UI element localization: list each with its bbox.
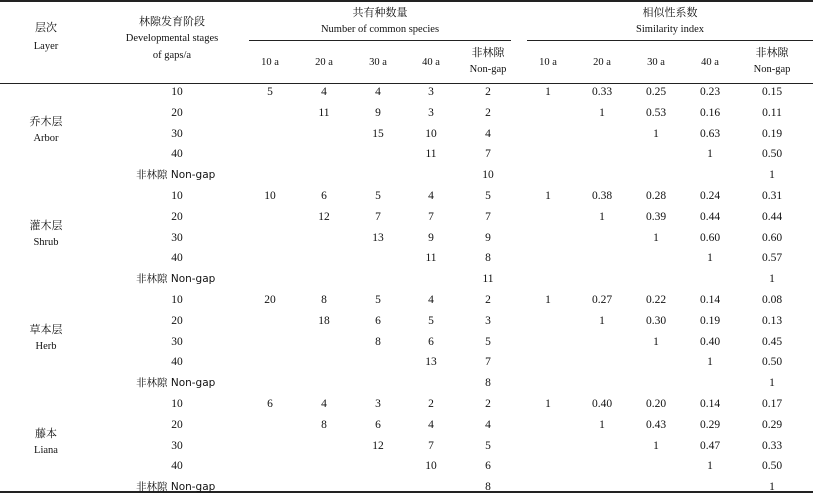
common-species-cell: 4: [428, 294, 434, 306]
similarity-cell: 0.50: [761, 356, 783, 369]
similarity-cell: 1: [769, 377, 775, 390]
similarity-cell: 0.27: [591, 294, 613, 306]
col-20a-sim: 20 a: [593, 57, 611, 68]
similarity-cell: 1: [599, 210, 605, 223]
common-species-cell: 7: [375, 210, 381, 223]
similarity-cell: 0.22: [645, 294, 667, 306]
similarity-cell: 0.20: [645, 398, 667, 410]
stage-label-nongap: 非林隙 Non-gap: [136, 481, 216, 494]
layer-name-en: Liana: [34, 445, 58, 456]
common-species-cell: 8: [321, 418, 327, 431]
col-20a-common: 20 a: [315, 57, 333, 68]
similarity-cell: 1: [707, 460, 713, 473]
common-species-cell: 2: [485, 294, 491, 306]
similarity-cell: 0.14: [699, 398, 721, 410]
similarity-cell: 0.44: [699, 210, 721, 223]
similarity-cell: 0.16: [699, 106, 721, 119]
common-species-cell: 10: [264, 190, 276, 202]
stage-label: 40: [171, 356, 183, 369]
similarity-cell: 0.50: [761, 148, 783, 161]
stage-label: 10: [171, 398, 183, 410]
common-species-cell: 12: [372, 439, 384, 452]
stage-label: 30: [171, 231, 183, 244]
common-species-cell: 3: [428, 86, 434, 98]
similarity-cell: 0.13: [761, 314, 783, 327]
similarity-cell: 1: [545, 190, 551, 202]
stage-label: 40: [171, 460, 183, 473]
similarity-cell: 0.60: [699, 231, 721, 244]
common-species-cell: 6: [375, 314, 381, 327]
common-species-cell: 4: [321, 86, 327, 98]
similarity-cell: 1: [599, 106, 605, 119]
similarity-cell: 0.15: [761, 86, 783, 98]
header-sim-en: Similarity index: [636, 24, 704, 35]
col-10a-sim: 10 a: [539, 57, 557, 68]
col-nongap-common-en: Non-gap: [469, 64, 507, 75]
common-species-cell: 5: [375, 294, 381, 306]
similarity-cell: 0.24: [699, 190, 721, 202]
stage-label: 30: [171, 127, 183, 140]
similarity-cell: 1: [653, 231, 659, 244]
header-stage-en2: of gaps/a: [152, 50, 192, 61]
similarity-cell: 0.11: [762, 106, 782, 119]
layer-name-en: Shrub: [33, 237, 59, 248]
similarity-cell: 0.44: [761, 210, 783, 223]
common-species-cell: 6: [375, 418, 381, 431]
header-common-zh: 共有种数量: [352, 6, 408, 19]
similarity-underline: [527, 40, 813, 41]
top-rule: [0, 0, 813, 2]
common-species-cell: 4: [428, 190, 434, 202]
similarity-cell: 1: [653, 439, 659, 452]
header-stage-zh: 林隙发育阶段: [139, 15, 205, 28]
common-species-cell: 2: [485, 398, 491, 410]
common-species-cell: 6: [428, 335, 434, 348]
col-nongap-common-zh: 非林隙: [471, 46, 505, 59]
common-species-cell: 2: [485, 86, 491, 98]
similarity-cell: 1: [769, 169, 775, 182]
common-species-cell: 6: [321, 190, 327, 202]
layer-name-zh: 灌木层: [29, 219, 63, 232]
similarity-cell: 0.39: [645, 210, 667, 223]
layer-name-zh: 草本层: [29, 323, 63, 336]
similarity-cell: 0.29: [761, 418, 783, 431]
similarity-cell: 0.33: [591, 86, 613, 98]
similarity-cell: 1: [653, 127, 659, 140]
common-species-cell: 8: [375, 335, 381, 348]
similarity-cell: 0.31: [761, 190, 783, 202]
stage-label-nongap: 非林隙 Non-gap: [136, 169, 216, 182]
similarity-cell: 0.60: [761, 231, 783, 244]
col-40a-common: 40 a: [422, 57, 440, 68]
common-species-cell: 5: [485, 335, 491, 348]
common-species-cell: 7: [428, 210, 434, 223]
common-species-cell: 5: [375, 190, 381, 202]
similarity-cell: 0.14: [699, 294, 721, 306]
similarity-cell: 0.25: [645, 86, 667, 98]
similarity-cell: 0.19: [761, 127, 783, 140]
stage-label: 20: [171, 106, 183, 119]
header-common-en: Number of common species: [320, 24, 440, 35]
common-species-cell: 15: [372, 127, 384, 140]
common-species-cell: 5: [485, 439, 491, 452]
common-species-cell: 6: [267, 398, 273, 410]
common-species-cell: 7: [485, 148, 491, 161]
similarity-cell: 1: [545, 398, 551, 410]
similarity-cell: 0.45: [761, 335, 783, 348]
common-species-cell: 8: [485, 252, 491, 265]
similarity-cell: 1: [653, 335, 659, 348]
common-species-cell: 8: [321, 294, 327, 306]
similarity-cell: 0.57: [761, 252, 783, 265]
common-species-cell: 10: [425, 460, 437, 473]
stage-label: 40: [171, 148, 183, 161]
col-nongap-sim-zh: 非林隙: [755, 46, 789, 59]
common-species-cell: 20: [264, 294, 276, 306]
similarity-cell: 0.28: [645, 190, 667, 202]
stage-label: 30: [171, 439, 183, 452]
common-species-cell: 12: [318, 210, 330, 223]
common-species-cell: 5: [428, 314, 434, 327]
stage-label: 10: [171, 294, 183, 306]
col-30a-common: 30 a: [369, 57, 387, 68]
stage-label: 40: [171, 252, 183, 265]
common-species-cell: 8: [485, 377, 491, 390]
common-species-cell: 7: [485, 210, 491, 223]
header-layer-zh: 层次: [35, 21, 57, 34]
common-species-cell: 3: [428, 106, 434, 119]
similarity-cell: 0.40: [699, 335, 721, 348]
common-species-cell: 7: [428, 439, 434, 452]
similarity-cell: 0.43: [645, 418, 667, 431]
similarity-cell: 0.19: [699, 314, 721, 327]
similarity-cell: 0.23: [699, 86, 721, 98]
similarity-cell: 0.53: [645, 106, 667, 119]
common-species-cell: 9: [485, 231, 491, 244]
common-species-cell: 11: [425, 148, 437, 161]
common-species-underline: [249, 40, 511, 41]
common-species-cell: 4: [375, 86, 381, 98]
common-species-cell: 11: [482, 273, 494, 286]
col-40a-sim: 40 a: [701, 57, 719, 68]
similarity-cell: 1: [599, 314, 605, 327]
common-species-cell: 2: [485, 106, 491, 119]
bottom-rule: [0, 491, 813, 493]
similarity-cell: 0.50: [761, 460, 783, 473]
common-species-cell: 11: [425, 252, 437, 265]
col-30a-sim: 30 a: [647, 57, 665, 68]
similarity-cell: 1: [707, 356, 713, 369]
common-species-cell: 5: [485, 190, 491, 202]
similarity-cell: 0.33: [761, 439, 783, 452]
common-species-cell: 4: [428, 418, 434, 431]
similarity-cell: 1: [545, 294, 551, 306]
similarity-cell: 1: [545, 86, 551, 98]
similarity-cell: 1: [769, 273, 775, 286]
similarity-cell: 0.29: [699, 418, 721, 431]
layer-name-en: Herb: [35, 341, 57, 352]
similarity-cell: 0.08: [761, 294, 783, 306]
similarity-cell: 0.38: [591, 190, 613, 202]
similarity-cell: 1: [707, 148, 713, 161]
stage-label: 20: [171, 418, 183, 431]
common-species-cell: 18: [318, 314, 330, 327]
similarity-cell: 0.47: [699, 439, 721, 452]
common-species-cell: 10: [425, 127, 437, 140]
common-species-cell: 10: [482, 169, 494, 182]
common-species-cell: 11: [318, 106, 330, 119]
stage-label: 10: [171, 86, 183, 98]
layer-name-zh: 乔木层: [29, 115, 63, 128]
layer-name-zh: 藤本: [35, 427, 57, 440]
common-species-cell: 9: [375, 106, 381, 119]
common-species-cell: 3: [485, 314, 491, 327]
header-stage-en1: Developmental stages: [125, 33, 219, 44]
stage-label: 30: [171, 335, 183, 348]
header-sim-zh: 相似性系数: [642, 6, 698, 19]
similarity-cell: 1: [707, 252, 713, 265]
col-nongap-sim-en: Non-gap: [753, 64, 791, 75]
common-species-cell: 7: [485, 356, 491, 369]
similarity-cell: 1: [769, 481, 775, 494]
similarity-cell: 1: [599, 418, 605, 431]
common-species-cell: 13: [372, 231, 384, 244]
stage-label: 20: [171, 314, 183, 327]
header-layer-en: Layer: [33, 41, 59, 52]
layer-name-en: Arbor: [33, 133, 59, 144]
common-species-cell: 6: [485, 460, 491, 473]
common-species-cell: 3: [375, 398, 381, 410]
stage-label: 10: [171, 190, 183, 202]
similarity-cell: 0.30: [645, 314, 667, 327]
col-10a-common: 10 a: [261, 57, 279, 68]
common-species-cell: 9: [428, 231, 434, 244]
stage-label: 20: [171, 210, 183, 223]
similarity-cell: 0.17: [761, 398, 783, 410]
common-species-cell: 4: [485, 418, 491, 431]
common-species-cell: 2: [428, 398, 434, 410]
stage-label-nongap: 非林隙 Non-gap: [136, 377, 216, 390]
common-species-cell: 5: [267, 86, 273, 98]
common-species-cell: 4: [485, 127, 491, 140]
similarity-cell: 0.40: [591, 398, 613, 410]
common-species-cell: 13: [425, 356, 437, 369]
stage-label-nongap: 非林隙 Non-gap: [136, 273, 216, 286]
common-species-cell: 4: [321, 398, 327, 410]
header-rule: [0, 83, 813, 84]
similarity-cell: 0.63: [699, 127, 721, 140]
common-species-cell: 8: [485, 481, 491, 494]
